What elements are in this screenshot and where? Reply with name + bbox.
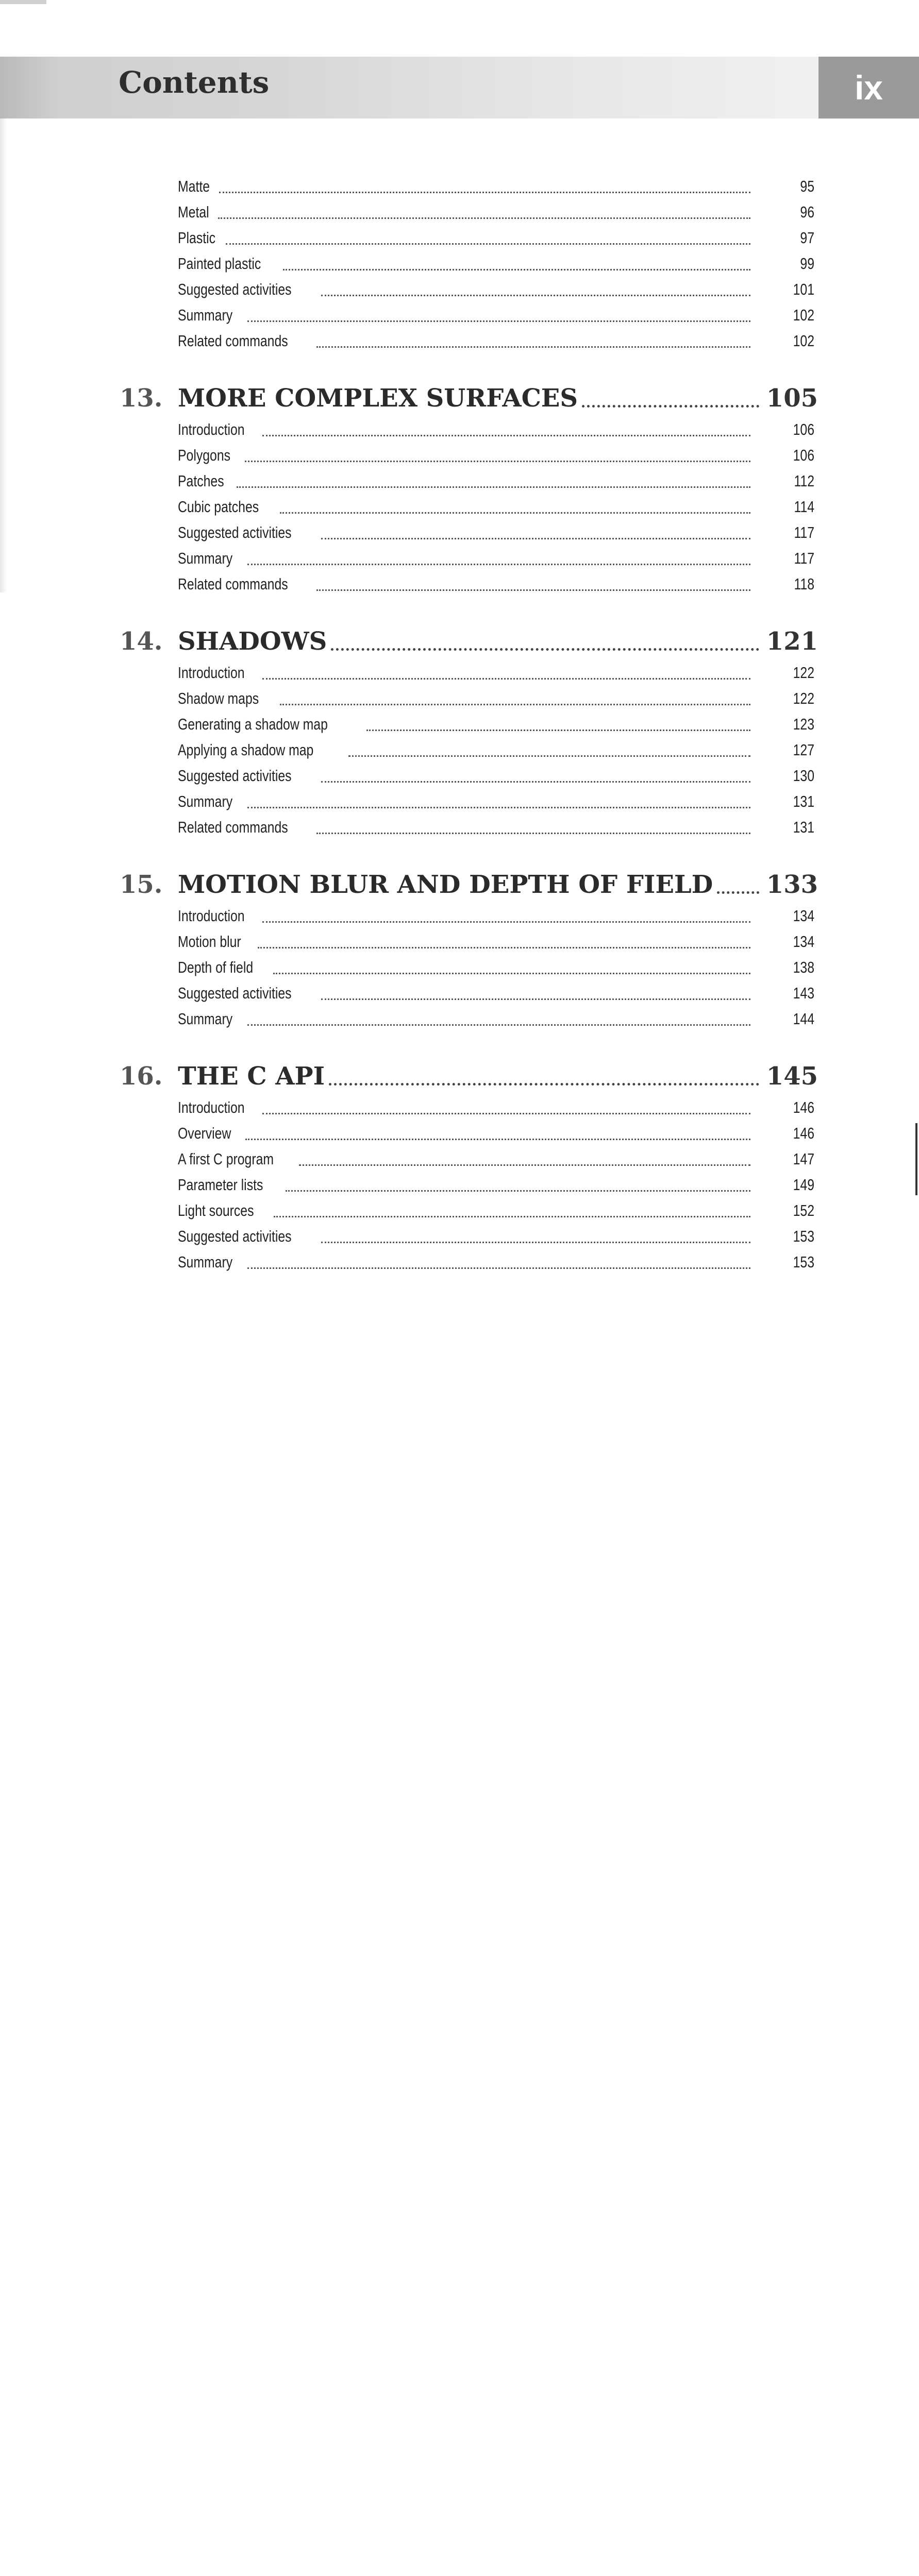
- toc-entry-title: Polygons: [178, 446, 231, 464]
- toc-entry-page: 127: [793, 741, 814, 759]
- toc-entry-title: Generating a shadow map: [178, 715, 328, 733]
- dot-leader: [283, 268, 750, 270]
- toc-entry: [178, 789, 814, 815]
- dot-leader: [262, 1112, 750, 1114]
- chapter-number: 14.: [120, 627, 163, 656]
- toc-entry-page: 152: [793, 1201, 814, 1219]
- toc-entry-page: 130: [793, 767, 814, 785]
- toc-entry-title: Related commands: [178, 332, 288, 350]
- toc-entry: [178, 1006, 814, 1032]
- scan-corner-mark: [0, 0, 46, 4]
- toc-entry: [178, 174, 814, 199]
- toc-entry: [178, 494, 814, 520]
- toc-entry-page: 123: [793, 715, 814, 733]
- toc-entry-title: Summary: [178, 792, 233, 810]
- dot-leader: [258, 946, 750, 948]
- toc-entry-page: 131: [793, 818, 814, 836]
- toc-entry: [178, 903, 814, 929]
- toc-entry: [178, 520, 814, 546]
- toc-entry-page: 106: [793, 446, 814, 464]
- toc-entry-page: 138: [793, 958, 814, 976]
- toc-entry-page: 117: [794, 523, 814, 541]
- toc-entry-title: Introduction: [178, 1098, 245, 1116]
- toc-entry-title: Introduction: [178, 664, 245, 682]
- page-number: ix: [854, 69, 883, 107]
- chapter-page: 133: [766, 870, 818, 899]
- scan-edge-mark: [915, 1123, 917, 1195]
- toc-entry-title: Suggested activities: [178, 767, 292, 785]
- dot-leader: [348, 755, 750, 757]
- toc-entry-title: Matte: [178, 177, 210, 195]
- toc-entry-page: 143: [793, 984, 814, 1002]
- dot-leader: [274, 1215, 750, 1217]
- toc-entry-title: Depth of field: [178, 958, 254, 976]
- toc-entry: [178, 468, 814, 494]
- toc-entry-page: 122: [793, 664, 814, 682]
- chapter-number: 16.: [120, 1062, 163, 1091]
- dot-leader: [273, 972, 750, 974]
- dot-leader: [262, 921, 750, 923]
- dot-leader: [316, 589, 750, 591]
- toc-entry: [178, 815, 814, 840]
- dot-leader: [247, 806, 750, 808]
- dot-leader: [245, 460, 750, 462]
- toc-entry-page: 101: [793, 280, 814, 298]
- toc-entry-page: 153: [793, 1253, 814, 1271]
- dot-leader: [321, 537, 750, 539]
- toc-entry-title: Introduction: [178, 420, 245, 438]
- chapter-title: MOTION BLUR AND DEPTH OF FIELD: [178, 870, 713, 899]
- toc-entry-title: Summary: [178, 1010, 233, 1028]
- dot-leader: [280, 703, 750, 705]
- chapter-heading: [120, 382, 818, 415]
- page-number-tab: [818, 57, 919, 118]
- toc-entry-page: 134: [793, 933, 814, 951]
- toc-entry-title: Suggested activities: [178, 1227, 292, 1245]
- dot-leader: [286, 1190, 750, 1192]
- chapter-number: 13.: [120, 384, 163, 413]
- dot-leader: [219, 191, 750, 193]
- toc-entry-title: Motion blur: [178, 933, 241, 951]
- dot-leader: [366, 729, 750, 731]
- toc-entry-title: Related commands: [178, 575, 288, 593]
- toc-entry: [178, 1249, 814, 1275]
- dot-leader: [262, 434, 750, 436]
- toc-entry-title: Shadow maps: [178, 689, 259, 707]
- dot-leader: [245, 1138, 750, 1140]
- dot-leader: [299, 1164, 750, 1166]
- toc-entry-title: Light sources: [178, 1201, 254, 1219]
- dot-leader: [321, 998, 750, 1000]
- dot-leader: [280, 512, 750, 514]
- toc-entry-page: 106: [793, 420, 814, 438]
- toc-entry-title: Summary: [178, 1253, 233, 1271]
- toc-entry-page: 102: [793, 306, 814, 324]
- toc-entry: [178, 955, 814, 980]
- dot-leader: [321, 294, 750, 296]
- toc-entry-title: Suggested activities: [178, 523, 292, 541]
- toc-entry-page: 149: [793, 1176, 814, 1194]
- chapter-page: 121: [766, 627, 818, 656]
- toc-entry: [178, 737, 814, 763]
- toc-entry-page: 99: [800, 255, 814, 273]
- chapter-heading: [120, 868, 818, 901]
- toc-entry: [178, 199, 814, 225]
- toc-entry-title: Patches: [178, 472, 224, 490]
- toc-entry: [178, 660, 814, 686]
- toc-entry-page: 146: [793, 1098, 814, 1116]
- toc-entry: [178, 571, 814, 597]
- toc-entry: [178, 225, 814, 251]
- toc-entry-title: Suggested activities: [178, 984, 292, 1002]
- toc-entry-page: 146: [793, 1124, 814, 1142]
- toc-entry-title: A first C program: [178, 1150, 274, 1168]
- dot-leader: [321, 781, 750, 783]
- dot-leader: [316, 832, 750, 834]
- chapter-title: THE C API: [178, 1062, 325, 1091]
- chapter-page: 105: [766, 384, 818, 413]
- toc-entry-title: Introduction: [178, 907, 245, 925]
- toc-entry-title: Overview: [178, 1124, 231, 1142]
- page-title: Contents: [119, 65, 270, 100]
- toc-entry: [178, 328, 814, 354]
- dot-leader: [329, 1082, 759, 1086]
- toc-entry: [178, 277, 814, 302]
- toc-entry-title: Summary: [178, 549, 233, 567]
- toc-entry: [178, 1172, 814, 1198]
- toc-entry-title: Summary: [178, 306, 233, 324]
- toc-entry: [178, 443, 814, 468]
- toc-entry-page: 147: [793, 1150, 814, 1168]
- dot-leader: [717, 891, 759, 894]
- toc-entry: [178, 763, 814, 789]
- toc-entry-page: 122: [793, 689, 814, 707]
- dot-leader: [218, 217, 750, 219]
- dot-leader: [247, 563, 750, 565]
- chapter-number: 15.: [120, 870, 163, 899]
- toc-entry: [178, 1095, 814, 1121]
- toc-entry: [178, 1121, 814, 1146]
- toc-entry: [178, 417, 814, 443]
- toc-entry-page: 131: [793, 792, 814, 810]
- toc-entry: [178, 546, 814, 571]
- toc-entry-page: 117: [794, 549, 814, 567]
- toc-entry-page: 95: [800, 177, 814, 195]
- dot-leader: [237, 486, 750, 488]
- toc-entry-title: Suggested activities: [178, 280, 292, 298]
- toc-entry-page: 102: [793, 332, 814, 350]
- toc-entry-title: Applying a shadow map: [178, 741, 314, 759]
- chapter-heading: [120, 625, 818, 658]
- toc-entry: [178, 251, 814, 277]
- chapter-heading: [120, 1060, 818, 1093]
- toc-entry-title: Parameter lists: [178, 1176, 263, 1194]
- toc-entry-title: Painted plastic: [178, 255, 261, 273]
- chapter-page: 145: [766, 1062, 818, 1091]
- toc-entry-title: Metal: [178, 203, 209, 221]
- toc-entry: [178, 980, 814, 1006]
- toc-entry-page: 153: [793, 1227, 814, 1245]
- dot-leader: [331, 648, 759, 651]
- toc-entry: [178, 929, 814, 955]
- toc-entry: [178, 711, 814, 737]
- toc-entry-page: 96: [800, 203, 814, 221]
- toc-entry-page: 134: [793, 907, 814, 925]
- toc-entry: [178, 302, 814, 328]
- dot-leader: [582, 404, 759, 408]
- toc-entry-title: Cubic patches: [178, 498, 259, 516]
- toc-entry-page: 144: [793, 1010, 814, 1028]
- chapter-title: MORE COMPLEX SURFACES: [178, 384, 578, 413]
- toc-entry: [178, 1198, 814, 1224]
- chapter-title: SHADOWS: [178, 627, 327, 656]
- page-edge-shadow: [0, 118, 7, 592]
- dot-leader: [247, 1024, 750, 1026]
- dot-leader: [321, 1241, 750, 1243]
- toc-entry: [178, 1146, 814, 1172]
- toc-entry-title: Related commands: [178, 818, 288, 836]
- dot-leader: [316, 346, 750, 348]
- toc-entry-page: 97: [800, 229, 814, 247]
- toc-entry-page: 114: [794, 498, 814, 516]
- dot-leader: [247, 320, 750, 322]
- toc-entry: [178, 686, 814, 711]
- dot-leader: [262, 677, 750, 680]
- toc-entry-page: 112: [794, 472, 814, 490]
- toc-entry: [178, 1224, 814, 1249]
- dot-leader: [247, 1267, 750, 1269]
- dot-leader: [226, 243, 750, 245]
- toc-entry-page: 118: [794, 575, 814, 593]
- toc-entry-title: Plastic: [178, 229, 216, 247]
